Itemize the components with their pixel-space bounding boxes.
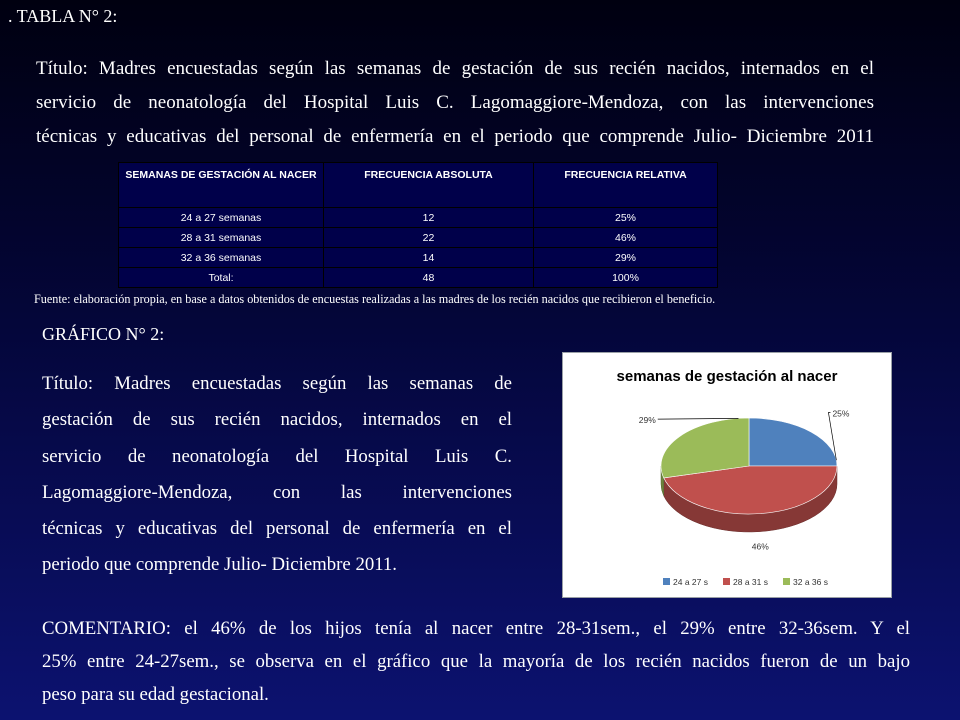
- table-cell: 46%: [534, 228, 718, 248]
- table-cell: 48: [324, 268, 534, 288]
- table-title-line: técnicas y educativas del personal de enfermería en el periodo que comprende Julio- Diciembre 2011: [36, 126, 874, 147]
- legend-label: 28 a 31 s: [733, 577, 768, 587]
- table-row: [119, 208, 718, 228]
- table-title-paragraph: [36, 52, 874, 154]
- comment-paragraph: [42, 612, 910, 711]
- table-row: [119, 228, 718, 248]
- legend-swatch: [663, 578, 670, 585]
- column-header-semanas: SEMANAS DE GESTACIÓN AL NACER: [119, 163, 324, 208]
- column-header-frecuencia-relativa: FRECUENCIA RELATIVA: [534, 163, 718, 208]
- table-cell: 29%: [534, 248, 718, 268]
- chart-title-line: Título: Madres encuestadas según las semanas de: [42, 373, 512, 394]
- table-cell: 22: [324, 228, 534, 248]
- table-cell: 14: [324, 248, 534, 268]
- pie-data-label: 46%: [751, 541, 769, 552]
- pie-chart: [562, 352, 892, 598]
- source-note: Fuente: elaboración propia, en base a datos obtenidos de encuestas realizadas a las madres de los recién nacidos que recibieron el beneficio.: [34, 292, 716, 306]
- chart-title-line: Lagomaggiore-Mendoza, con las intervenciones: [42, 481, 512, 503]
- comment-line: 25% entre 24-27sem., se observa en el gráfico que la mayoría de los recién nacidos fueron de un bajo: [42, 651, 910, 672]
- grafico-heading: GRÁFICO N° 2:: [42, 324, 165, 344]
- table-cell: 100%: [534, 268, 718, 288]
- chart-title-paragraph: [42, 366, 512, 584]
- legend-swatch: [783, 578, 790, 585]
- comment-line: peso para su edad gestacional.: [42, 684, 269, 705]
- table-cell: 12: [324, 208, 534, 228]
- table-header-row: [119, 163, 718, 208]
- legend-label: 24 a 27 s: [673, 577, 708, 587]
- chart-title-line: técnicas y educativas del personal de enfermería en el: [42, 518, 512, 540]
- table-cell: Total:: [119, 268, 324, 288]
- table-title-line: servicio de neonatología del Hospital Luis C. Lagomaggiore-Mendoza, con las intervenciones: [36, 92, 874, 113]
- pie-leader-line: [658, 418, 739, 419]
- frequency-table: [118, 162, 718, 288]
- pie-chart-svg: [563, 353, 891, 597]
- pie-top: [661, 418, 837, 514]
- pie-slice: [749, 418, 837, 466]
- chart-title: semanas de gestación al nacer: [616, 368, 838, 385]
- table-cell: 24 a 27 semanas: [119, 208, 324, 228]
- column-header-frecuencia-absoluta: FRECUENCIA ABSOLUTA: [324, 163, 534, 208]
- legend-label: 32 a 36 s: [793, 577, 828, 587]
- chart-title-line: periodo que comprende Julio- Diciembre 2011.: [42, 554, 398, 576]
- pie-data-label: 25%: [832, 408, 850, 419]
- comment-line: COMENTARIO: el 46% de los hijos tenía al nacer entre 28-31sem., el 29% entre 32-36sem. Y el: [42, 618, 910, 639]
- legend-swatch: [723, 578, 730, 585]
- chart-title-line: gestación de sus recién nacidos, internados en el: [42, 409, 512, 431]
- table-cell: 25%: [534, 208, 718, 228]
- tabla-heading: . TABLA N° 2:: [8, 6, 118, 26]
- table-title-line: Título: Madres encuestadas según las semanas de gestación de sus recién nacidos, internados en el: [36, 58, 874, 79]
- pie-data-label: 29%: [638, 415, 656, 426]
- chart-title-line: servicio de neonatología del Hospital Luis C.: [42, 445, 512, 467]
- table-total-row: [119, 268, 718, 288]
- chart-legend: [663, 577, 828, 587]
- table-row: [119, 248, 718, 268]
- table-cell: 32 a 36 semanas: [119, 248, 324, 268]
- table-cell: 28 a 31 semanas: [119, 228, 324, 248]
